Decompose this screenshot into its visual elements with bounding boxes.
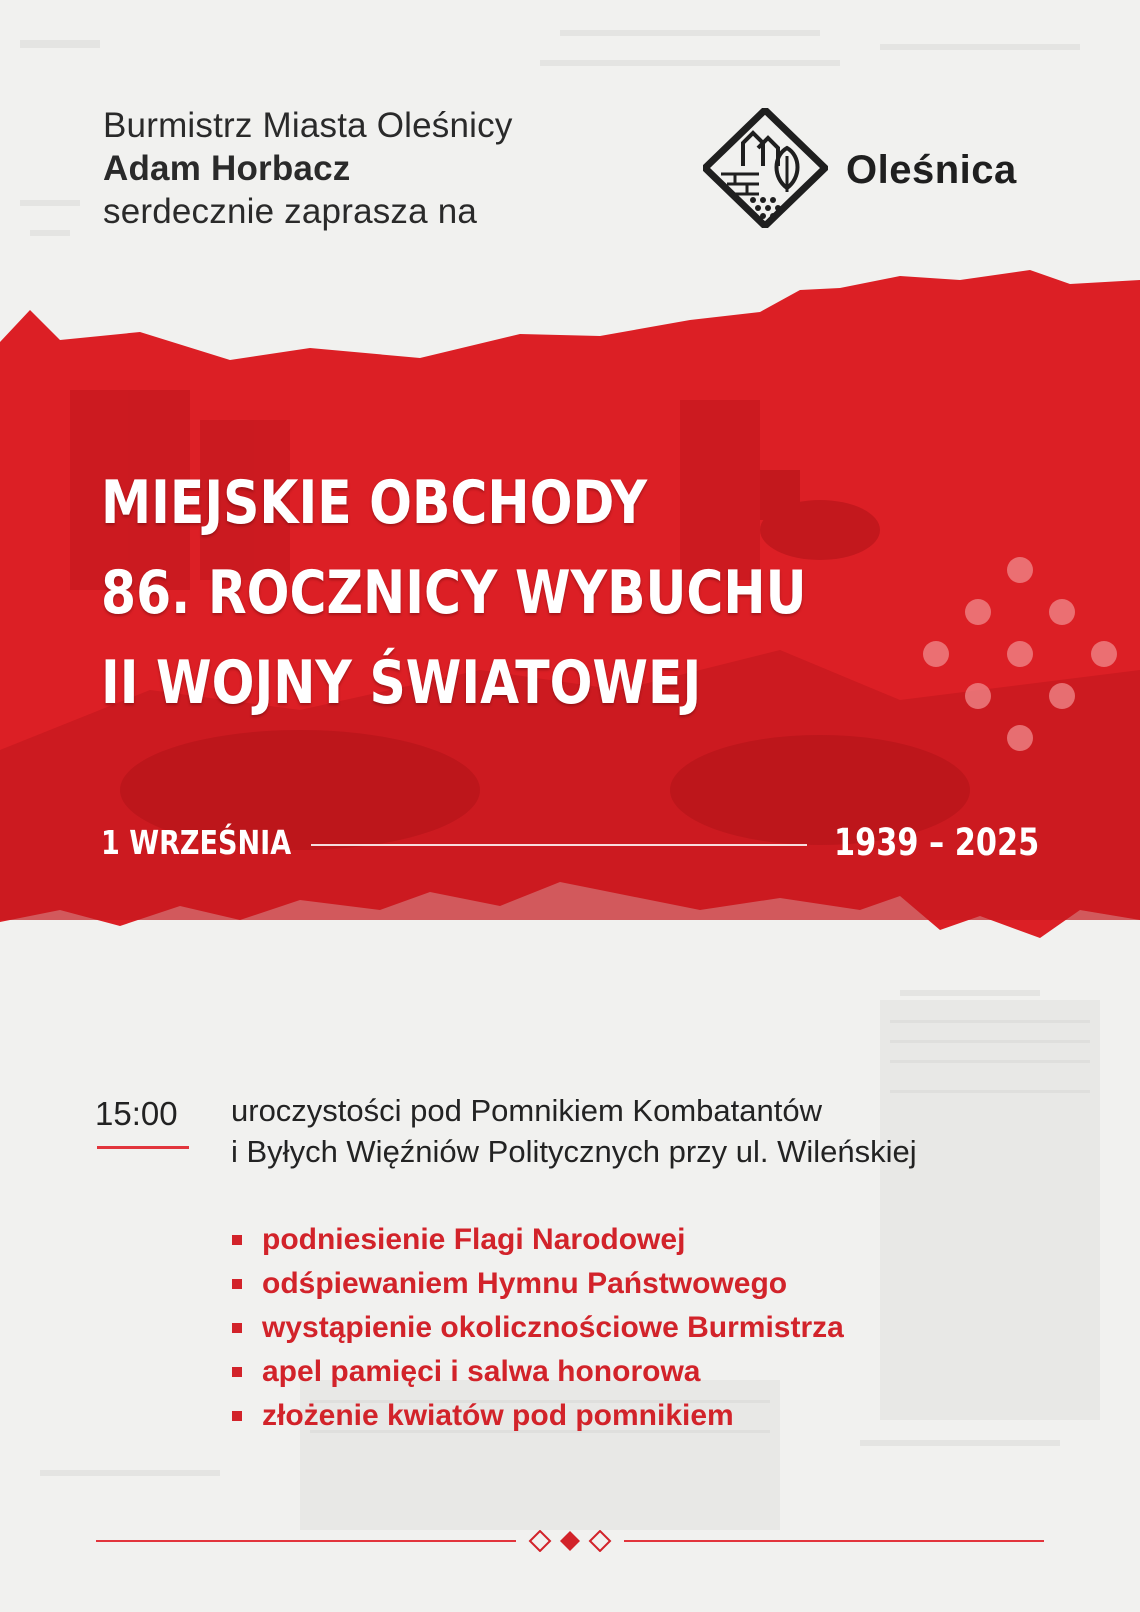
bullet-square-icon xyxy=(232,1235,242,1245)
diamond-outline-icon xyxy=(530,1531,550,1551)
title-line-2: 86. ROCZNICY WYBUCHU xyxy=(101,558,807,628)
anniversary-years: 1939 – 2025 xyxy=(833,821,1039,864)
diamond-outline-icon xyxy=(590,1531,610,1551)
program-item: odśpiewaniem Hymnu Państwowego xyxy=(230,1262,844,1306)
bullet-square-icon xyxy=(232,1279,242,1289)
date-divider xyxy=(311,844,807,846)
olesnica-emblem-icon xyxy=(703,108,828,228)
bullet-square-icon xyxy=(232,1323,242,1333)
logo-wordmark: Oleśnica xyxy=(846,148,1017,192)
event-desc-line-1: uroczystości pod Pomnikiem Kombatantów xyxy=(231,1093,822,1128)
event-desc-line-2: i Byłych Więźniów Politycznych przy ul. Wileńskiej xyxy=(231,1134,917,1169)
header-office: Burmistrz Miasta Oleśnicy xyxy=(103,106,513,145)
diamond-filled-icon xyxy=(560,1531,580,1551)
title-line-1: MIEJSKIE OBCHODY xyxy=(101,468,648,538)
program-item: podniesienie Flagi Narodowej xyxy=(230,1218,844,1262)
time-underline xyxy=(97,1146,189,1149)
invitation-header xyxy=(103,104,513,233)
event-time: 15:00 xyxy=(95,1095,178,1132)
bullet-square-icon xyxy=(232,1411,242,1421)
program-item: wystąpienie okolicznościowe Burmistrza xyxy=(230,1306,844,1350)
event-title xyxy=(101,458,941,728)
footer-ornament xyxy=(96,1530,1044,1552)
event-date: 1 WRZEŚNIA xyxy=(101,823,292,862)
title-line-3: II WOJNY ŚWIATOWEJ xyxy=(101,648,702,718)
bullet-square-icon xyxy=(232,1367,242,1377)
program-list xyxy=(230,1218,844,1438)
program-item: złożenie kwiatów pod pomnikiem xyxy=(230,1394,844,1438)
date-row xyxy=(101,818,1039,868)
event-description xyxy=(231,1090,917,1172)
program-item: apel pamięci i salwa honorowa xyxy=(230,1350,844,1394)
header-invite: serdecznie zaprasza na xyxy=(103,192,478,231)
header-mayor-name: Adam Horbacz xyxy=(103,149,351,188)
